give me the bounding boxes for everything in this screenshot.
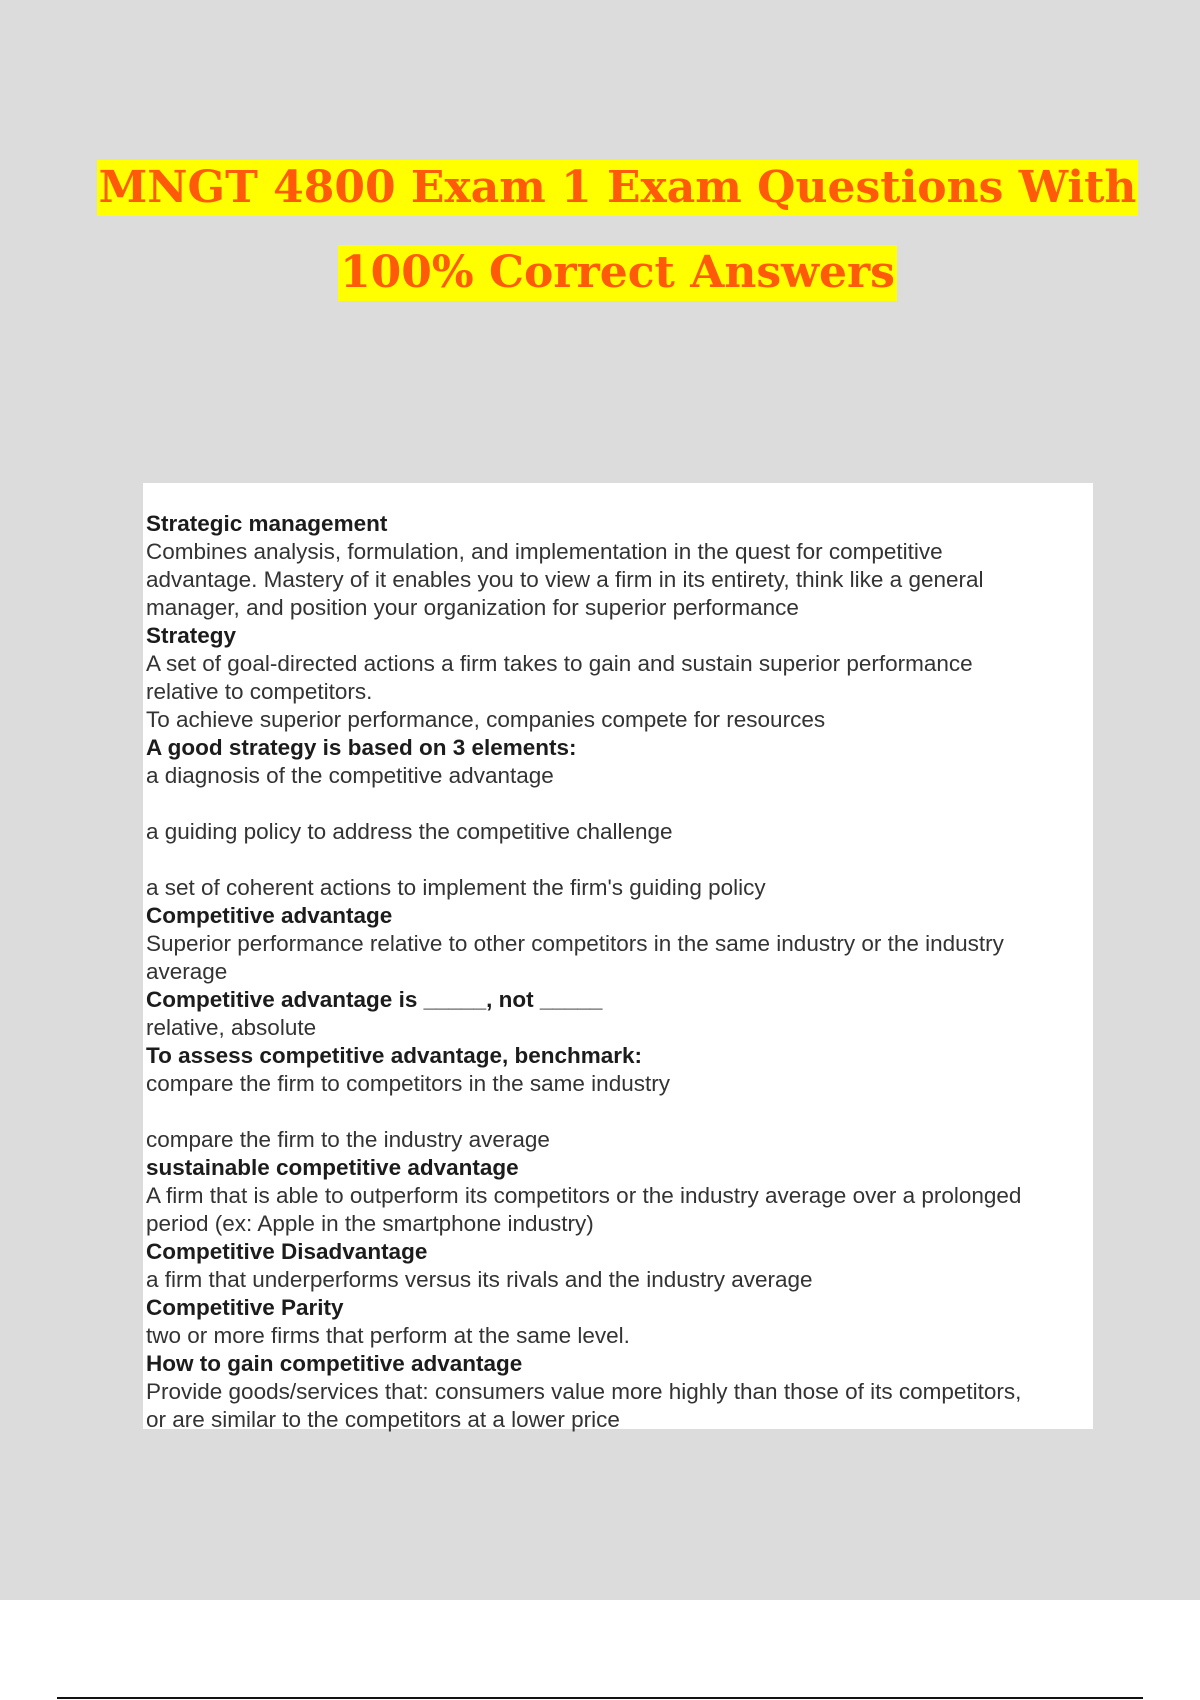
footer-divider bbox=[57, 1697, 1143, 1699]
qa-item bbox=[146, 1238, 1093, 1294]
qa-definition-line: Superior performance relative to other competitors in the same industry or the industry bbox=[146, 931, 1004, 956]
qa-definition-line: To achieve superior performance, companies compete for resources bbox=[146, 707, 826, 732]
qa-content-panel bbox=[143, 483, 1093, 1432]
qa-term: sustainable competitive advantage bbox=[146, 1155, 519, 1180]
qa-term: Competitive Disadvantage bbox=[146, 1239, 428, 1264]
qa-definition-line: relative, absolute bbox=[146, 1015, 317, 1040]
qa-item bbox=[146, 986, 1093, 1042]
qa-definition-line: relative to competitors. bbox=[146, 679, 373, 704]
qa-item bbox=[146, 902, 1093, 986]
qa-term: Strategy bbox=[146, 623, 237, 648]
qa-term: Strategic management bbox=[146, 511, 388, 536]
qa-term: Competitive Parity bbox=[146, 1295, 344, 1320]
qa-definition-line: period (ex: Apple in the smartphone industry) bbox=[146, 1211, 594, 1236]
qa-definition-line: compare the firm to the industry average bbox=[146, 1127, 550, 1152]
qa-definition-line: a guiding policy to address the competitive challenge bbox=[146, 819, 673, 844]
qa-definition-line: Provide goods/services that: consumers value more highly than those of its competitors, bbox=[146, 1379, 1022, 1404]
qa-item bbox=[146, 1350, 1093, 1434]
qa-definition-line: a set of coherent actions to implement the firm's guiding policy bbox=[146, 875, 766, 900]
qa-term: To assess competitive advantage, benchmark: bbox=[146, 1043, 643, 1068]
qa-item bbox=[146, 510, 1093, 622]
blank-line bbox=[146, 1098, 1093, 1126]
qa-definition-line: manager, and position your organization for superior performance bbox=[146, 595, 799, 620]
qa-item bbox=[146, 1042, 1093, 1154]
qa-term: Competitive advantage is _____, not _____ bbox=[146, 987, 603, 1012]
qa-definition-line: Combines analysis, formulation, and implementation in the quest for competitive bbox=[146, 539, 943, 564]
qa-definition-line: two or more firms that perform at the same level. bbox=[146, 1323, 630, 1348]
document-title bbox=[0, 160, 1200, 330]
qa-definition-line: or are similar to the competitors at a lower price bbox=[146, 1407, 620, 1432]
title-line-1: MNGT 4800 Exam 1 Exam Questions With bbox=[97, 160, 1139, 216]
qa-term: How to gain competitive advantage bbox=[146, 1351, 523, 1376]
qa-definition-line: a diagnosis of the competitive advantage bbox=[146, 763, 554, 788]
title-line-2: 100% Correct Answers bbox=[338, 245, 897, 301]
qa-item bbox=[146, 734, 1093, 902]
qa-item bbox=[146, 1294, 1093, 1350]
qa-item bbox=[146, 622, 1093, 734]
qa-definition-line: average bbox=[146, 959, 228, 984]
qa-definition-line: advantage. Mastery of it enables you to view a firm in its entirety, think like a general bbox=[146, 567, 984, 592]
qa-term: A good strategy is based on 3 elements: bbox=[146, 735, 577, 760]
qa-definition-line: compare the firm to competitors in the same industry bbox=[146, 1071, 670, 1096]
qa-definition-line: A set of goal-directed actions a firm takes to gain and sustain superior performance bbox=[146, 651, 973, 676]
qa-definition-line: A firm that is able to outperform its competitors or the industry average over a prolonged bbox=[146, 1183, 1022, 1208]
blank-line bbox=[146, 846, 1093, 874]
blank-line bbox=[146, 790, 1093, 818]
qa-item bbox=[146, 1154, 1093, 1238]
qa-term: Competitive advantage bbox=[146, 903, 393, 928]
qa-definition-line: a firm that underperforms versus its rivals and the industry average bbox=[146, 1267, 813, 1292]
